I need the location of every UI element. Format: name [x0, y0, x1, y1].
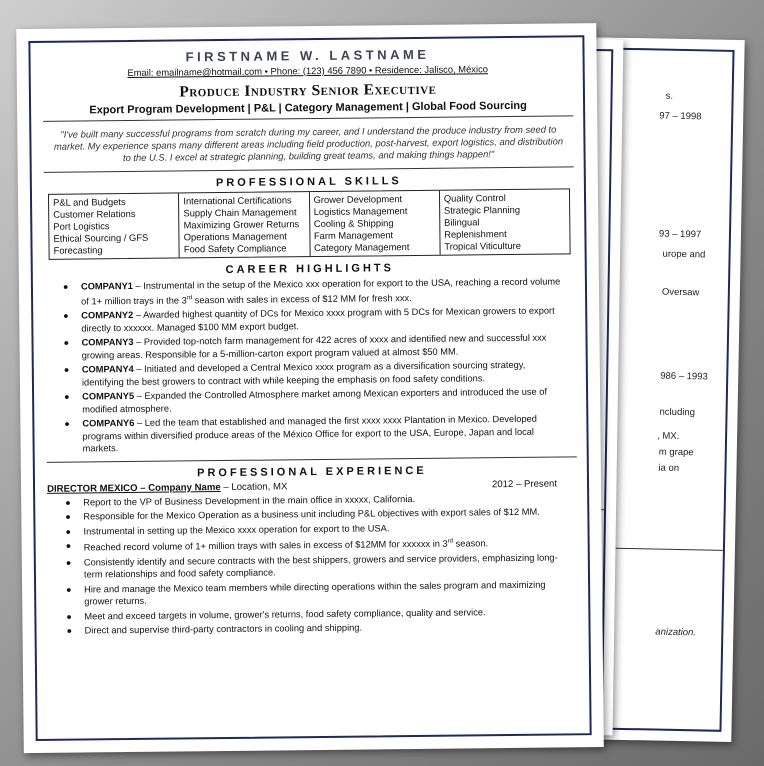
highlight-item [64, 386, 566, 416]
skills-heading: PROFESSIONAL SKILLS [215, 175, 402, 190]
skill-item: International Certifications [183, 194, 292, 207]
skill-item: Customer Relations [53, 207, 136, 220]
skill-item: Operations Management [183, 230, 287, 243]
third-page-text: anization. [655, 626, 697, 639]
highlight-item [63, 359, 566, 389]
bullet-icon: ● [66, 584, 72, 595]
skill-item: Bilingual [443, 216, 480, 228]
job-bullet [66, 578, 568, 608]
resume-subtitle: Export Program Development | P&L | Category Management | Global Food Sourcing [89, 99, 527, 117]
third-page-text: urope and [662, 248, 706, 261]
contact-info: Email: emailname@hotmail.com • Phone: (123) 456 7890 • Residence: Jalisco, México [127, 63, 489, 78]
candidate-name: FIRSTNAME W. LASTNAME [185, 46, 430, 65]
skill-item: Port Logistics [53, 220, 110, 232]
skill-item: Replenishment [444, 228, 507, 240]
skill-item: Food Safety Compliance [183, 242, 287, 255]
job-title-line [47, 481, 287, 495]
job-title: DIRECTOR MEXICO – Company Name [47, 481, 221, 495]
job-bullet-text: Report to the VP of Business Development in the main office in xxxxx, California. [83, 493, 416, 508]
bullet-icon: ● [65, 540, 72, 551]
highlights-list [45, 275, 577, 455]
highlight-text: – Led the team that established and managed the first xxxx xxxx Plantation in Mexico. Developed programs within diversified produce areas of the México Office for export to the USA, Europe, Japan and local markets. [82, 413, 537, 454]
skill-item: Farm Management [313, 229, 394, 242]
divider [47, 456, 577, 463]
resume-title: Produce Industry Senior Executive [179, 80, 437, 101]
job-bullet [65, 551, 568, 581]
highlight-text: – Expanded the Controlled Atmosphere market among Mexican exporters and introduced the use of modified atmosphere. [82, 386, 548, 415]
highlight-item [63, 305, 565, 335]
third-page-text: ia on [658, 462, 680, 474]
highlight-item [64, 413, 566, 456]
job-bullet-text: Instrumental in setting up the Mexico xxxx operation for export to the USA. [83, 522, 390, 537]
skill-item: Strategic Planning [443, 203, 521, 216]
bullet-icon: ● [64, 391, 70, 402]
job-bullets [47, 491, 578, 638]
job-bullet [66, 620, 568, 638]
bullet-icon: ● [62, 281, 69, 292]
skill-item: P&L and Budgets [53, 196, 126, 208]
third-page-text: m grape [658, 446, 694, 459]
summary-quote: "I've built many successful programs from scratch during my career, and I understand the produce industry from seed to market. My experience spans many different areas including field production, post-harvest, export logistics, and distribution to the U.S. I excel at strategic planning, building great teams, and making things happen!" [53, 123, 564, 164]
job-bullet-text: Reached record volume of 1+ million trays with sales in excess of $12MM for xxxxxx in 3rd season. [83, 538, 489, 553]
third-page-text: 97 – 1998 [659, 110, 702, 123]
skill-item: Ethical Sourcing / GFS [53, 231, 149, 244]
skills-table [48, 188, 571, 259]
company-name: COMPANY6 [82, 418, 135, 429]
highlight-text: – Initiated and developed a Central Mexico xxxx program as a diversification sourcing strategy, identifying the best growers to contract with while keeping the emphasis on food safety conditions. [81, 359, 526, 388]
bullet-icon: ● [65, 511, 71, 522]
resume-content [42, 45, 578, 639]
skills-column [49, 193, 180, 258]
job-bullet-text: Hire and manage the Mexico team members while directing operations within the sales program and maximizing grower returns. [84, 579, 546, 607]
job-bullet-text: Consistently identify and secure contracts with the best shippers, growers and service providers, emphasizing long-term relationships and food safety compliance. [83, 552, 558, 580]
skill-item: Grower Development [313, 193, 403, 206]
company-name: COMPANY1 [80, 280, 133, 292]
experience-heading: PROFESSIONAL EXPERIENCE [197, 464, 427, 479]
highlights-heading: CAREER HIGHLIGHTS [225, 262, 395, 276]
third-page-text: 93 – 1997 [658, 228, 702, 241]
third-page-text: 986 – 1993 [660, 370, 708, 383]
bullet-icon: ● [63, 310, 69, 321]
third-page-text: Oversaw [661, 286, 700, 299]
skill-item: Tropical Viticulture [444, 239, 521, 252]
skill-item: Logistics Management [313, 205, 408, 218]
bullet-icon: ● [65, 497, 71, 508]
bullet-icon: ● [65, 526, 71, 537]
company-name: COMPANY2 [81, 310, 134, 321]
bullet-icon: ● [65, 557, 72, 568]
job-bullet-text: Responsible for the Mexico Operation as a business unit including P&L objectives with export sales of $12 MM. [83, 506, 540, 522]
company-name: COMPANY3 [81, 337, 134, 348]
skills-column [179, 192, 310, 257]
job-bullet-text: Meet and exceed targets in volume, grower's returns, food safety compliance, quality and service. [84, 606, 486, 622]
third-page-text: s. [665, 90, 674, 102]
job-bullet-text: Direct and supervise third-party contractors in cooling and shipping. [84, 622, 363, 636]
highlight-text: – Provided top-notch farm management for 422 acres of xxxx and identified new and successful xxx growing areas. Responsible for a 5-million-carton export program valued at almost $50 MM. [81, 332, 547, 361]
divider [44, 166, 574, 173]
bullet-icon: ● [63, 364, 70, 375]
highlight-text: – Instrumental in the setup of the Mexico xxx operation for export to the USA, reaching a record volume of 1+ million trays in the 3rd season with sales in excess of $12 MM for fresh xxx. [81, 276, 561, 307]
job-location: – Location, MX [220, 480, 288, 493]
highlight-item [62, 275, 565, 307]
third-page-text: ncluding [659, 406, 696, 419]
bullet-icon: ● [66, 625, 73, 636]
skill-item: Cooling & Shipping [313, 217, 394, 230]
bullet-icon: ● [64, 418, 70, 429]
job-dates: 2012 – Present [491, 478, 558, 490]
resume-page-1 [16, 23, 604, 753]
company-name: COMPANY5 [82, 391, 135, 402]
highlight-text: – Awarded highest quantity of DCs for Mexico xxxx program with 5 DCs for Mexican growers to export directly to xxxxxx. Managed $100 MM export budget. [81, 305, 555, 334]
skill-item: Maximizing Grower Returns [183, 218, 300, 231]
bullet-icon: ● [66, 611, 72, 622]
company-name: COMPANY4 [81, 364, 134, 375]
third-page-text: , MX. [656, 430, 680, 442]
skills-column [309, 191, 440, 256]
skill-item: Category Management [313, 241, 410, 254]
highlight-item [63, 332, 565, 362]
skill-item: Quality Control [443, 192, 506, 204]
bullet-icon: ● [63, 337, 70, 348]
skill-item: Forecasting [53, 244, 103, 256]
skill-item: Supply Chain Management [183, 206, 297, 219]
skills-column [440, 189, 570, 254]
